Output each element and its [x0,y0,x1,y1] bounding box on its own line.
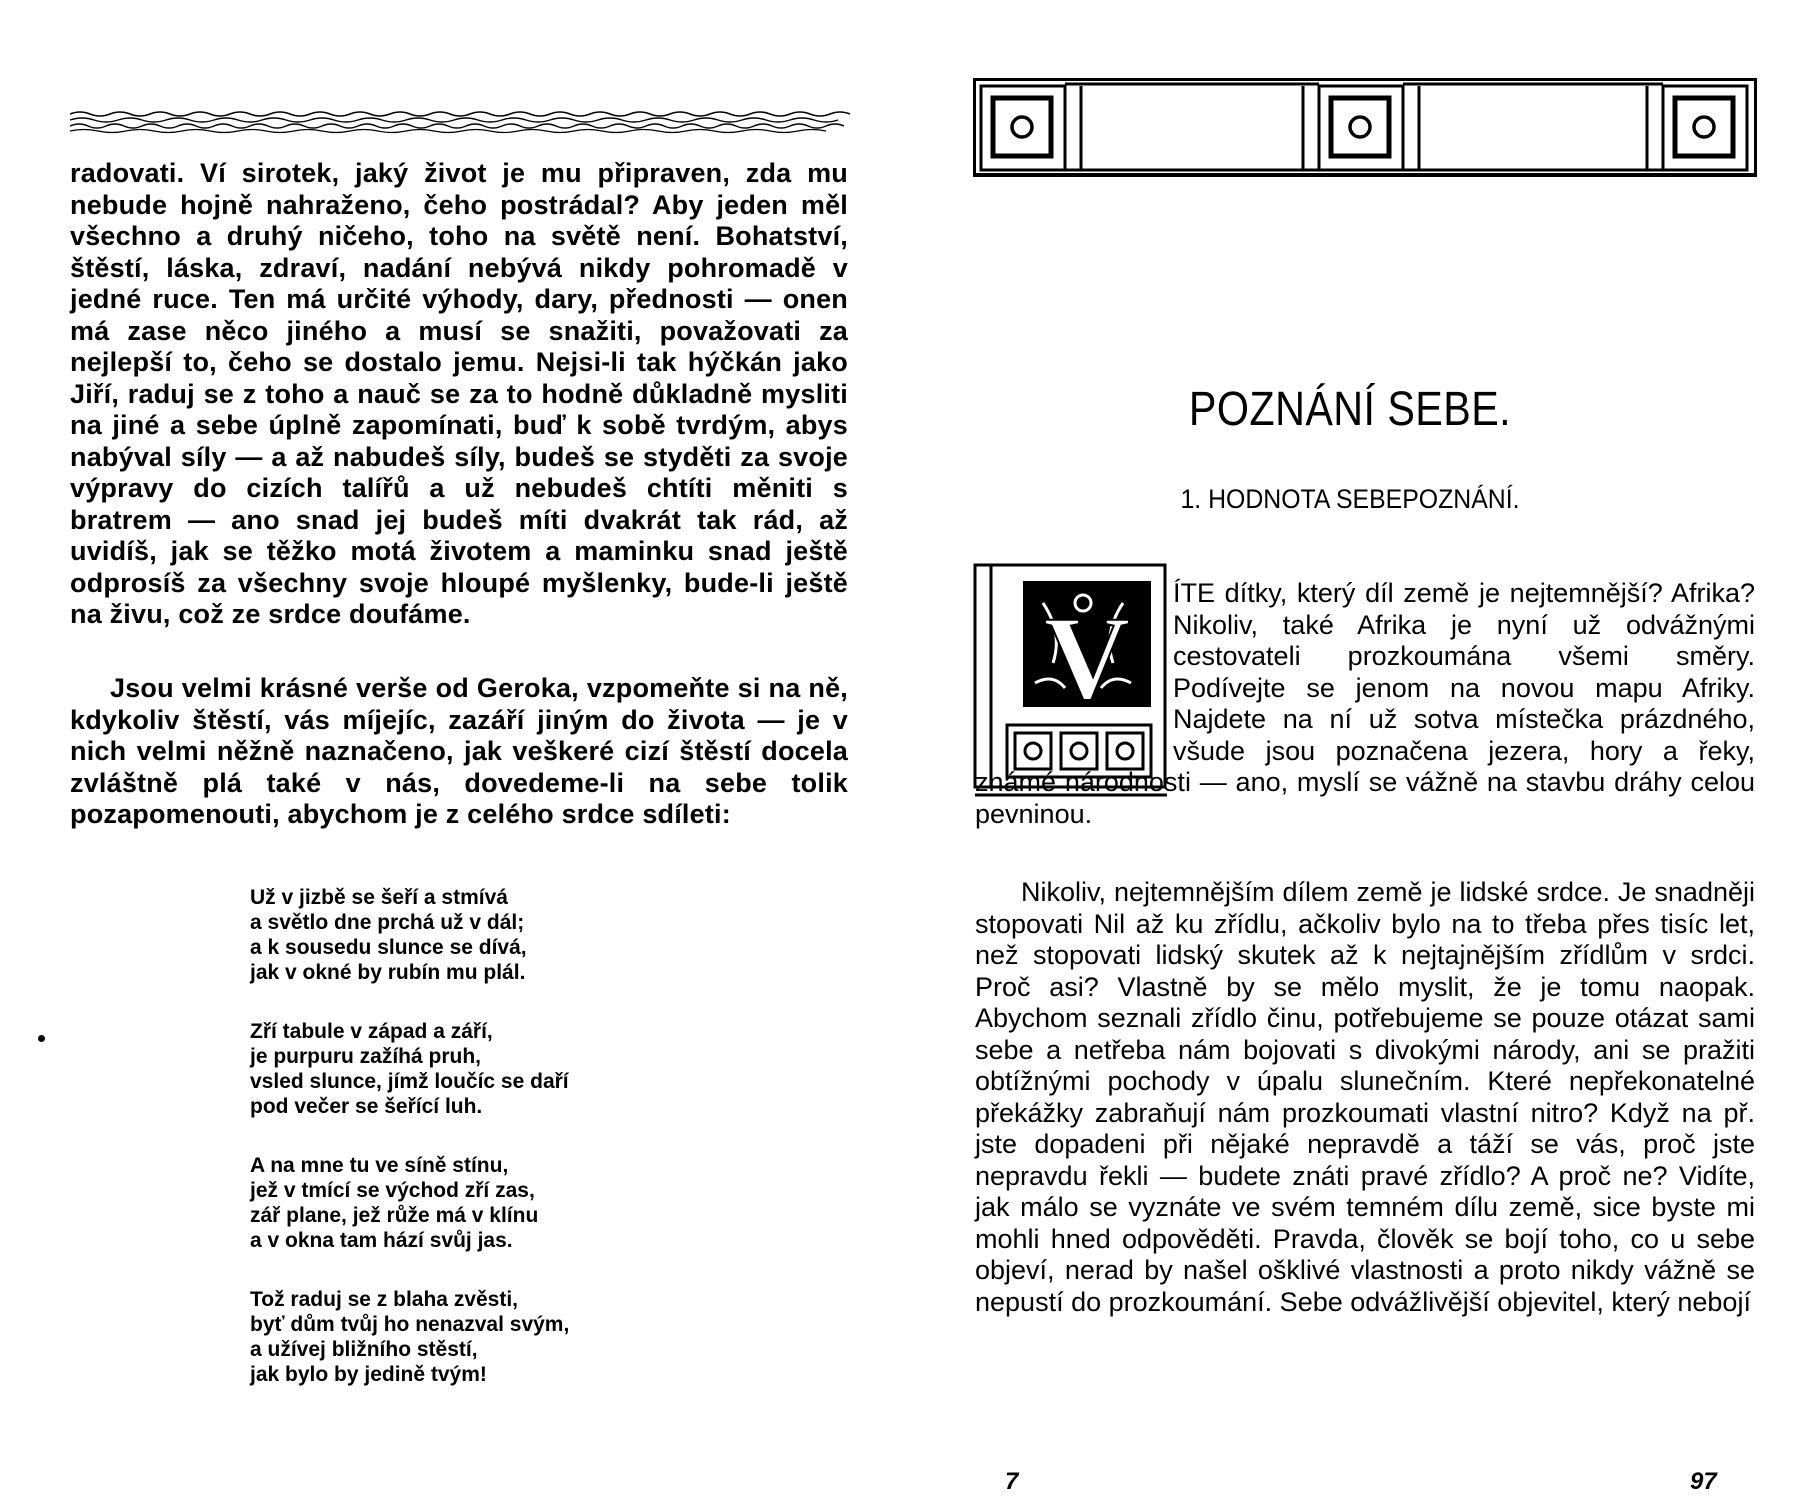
poem-verse: jak bylo by jedině tvým! [250,1363,487,1386]
header-ornament [973,78,1757,178]
poem-verse: jak v okné by rubín mu plál. [250,961,526,984]
poem-verse: Zří tabule v západ a září, [250,1020,493,1043]
body-paragraph [975,578,1755,830]
poem-verse: a v okna tam hází svůj jas. [250,1229,513,1252]
drop-cap-space [975,578,1173,766]
body-paragraph: Jsou velmi krásné verše od Geroka, vzpomeňte si na ně, kdykoliv štěstí, vás míjejíc, zazáří jiným do života — je v nich velmi něžně naznačeno, jak veškeré cizí štěstí docela zvláštně plá také v nás, dovedeme-li na sebe tolik pozapomenouti, abychom je z celého srdce sdíleti: [70,673,848,829]
poem-verse: Tož raduj se z blaha zvěsti, [250,1288,519,1311]
poem-verse: jež v tmící se východ zří zas, [250,1179,535,1202]
chapter-title: POZNÁNÍ SEBE. [1188,383,1512,436]
poem-verse: je purpuru zažíhá pruh, [250,1045,482,1068]
poem-verse: a světlo dne prchá už v dál; [250,911,525,934]
page-number: 97 [1690,1468,1717,1495]
page-number: 7 [1005,1468,1019,1495]
drop-cap-letter: V [1043,591,1131,724]
poem-verse: Už v jizbě se šeří a stmívá [250,886,508,909]
poem-verse: zář plane, jež růže má v klínu [250,1204,539,1227]
poem-verse: a k sousedu slunce se dívá, [250,936,527,959]
body-paragraph: radovati. Ví sirotek, jaký život je mu připraven, zda mu nebude hojně nahraženo, čeho postrádal? Aby jeden měl všechno a druhý ničeho, toho na světě není. Bohatství, štěstí, láska, zdraví, nadání nebývá nikdy pohromadě v jedné ruce. Ten má určité výhody, dary, přednosti — onen má zase něco jiného a musí se snažiti, považovati za nejlepší to, čeho se dostalo jemu. Nejsi-li tak hýčkán jako Jiří, raduj se z toho a nauč se za to hodně důkladně mysliti na jiné a sebe úplně zapomínati, buď k sobě tvrdým, abys nabýval síly — a až nabudeš síly, budeš se styděti za svoje výpravy do cizích talířů a už nebudeš chtíti měniti s bratrem — ano snad jej budeš míti dvakrát tak rád, až uvidíš, jak se těžko motá životem a maminku snad ještě odprosíš za všechny svoje hloupé myšlenky, bude-li ještě na živu, což ze srdce doufáme. [70,158,848,629]
poem-verse: byť dům tvůj ho nenazval svým, [250,1313,570,1336]
poem-verse: A na mne tu ve síně stínu, [250,1154,509,1177]
section-title: 1. HODNOTA SEBEPOZNÁNÍ. [1180,484,1520,514]
poem-verse: pod večer se šeřící luh. [250,1095,483,1118]
body-paragraph: Nikoliv, nejtemnějším dílem země je lidské srdce. Je snadněji stopovati Nil až ku zřídlu, ačkoliv bylo na to třeba přes tisíc let, než stopovati lidský skutek až k nejtajnějším zřídlům v srdci. Proč asi? Vlastně by se mělo myslit, že je tomu naopak. Abychom seznali zřídlo činu, potřebujeme se pouze otázat sami sebe a netřeba nám bojovati s divokými národy, ani se pražiti obtížnými pochody v úpalu slunečním. Které nepřekonatelné překážky zabraňují nám prozkoumati vlastní nitro? Když na př. jste dopadeni při nějaké nepravdě a táží se vás, proč jste nepravdu řekli — budete znáti pravé zřídlo? A proč ne? Vidíte, jak málo se vyznáte ve svém temném dílu země, sice byste mi mohli hned odpověděti. Pravda, člověk se bojí toho, co u sebe objeví, nerad by našel ošklivé vlastnosti a proto nikdy vážně se nepustí do prozkoumání. Sebe odvážlivější objevitel, který nebojí [975,877,1755,1317]
paragraph-text: ÍTE dítky, který díl země je nejtemnější? Afrika? Nikoliv, také Afrika je nyní už odvážnými cestovateli prozkoumána všemi směry. Podívejte se jenom na novou mapu Afriky. Najdete na ní už sotva místečka prázdného, všude jsou poznačena jezera, hory a řeky, známé národnosti — ano, myslí se vážně na stavbu dráhy celou pevninou. [975,578,1755,829]
poem-verse: vsled slunce, jímž loučíc se daří [250,1070,569,1093]
poem-verse: a užívej bližního stěstí, [250,1338,478,1361]
